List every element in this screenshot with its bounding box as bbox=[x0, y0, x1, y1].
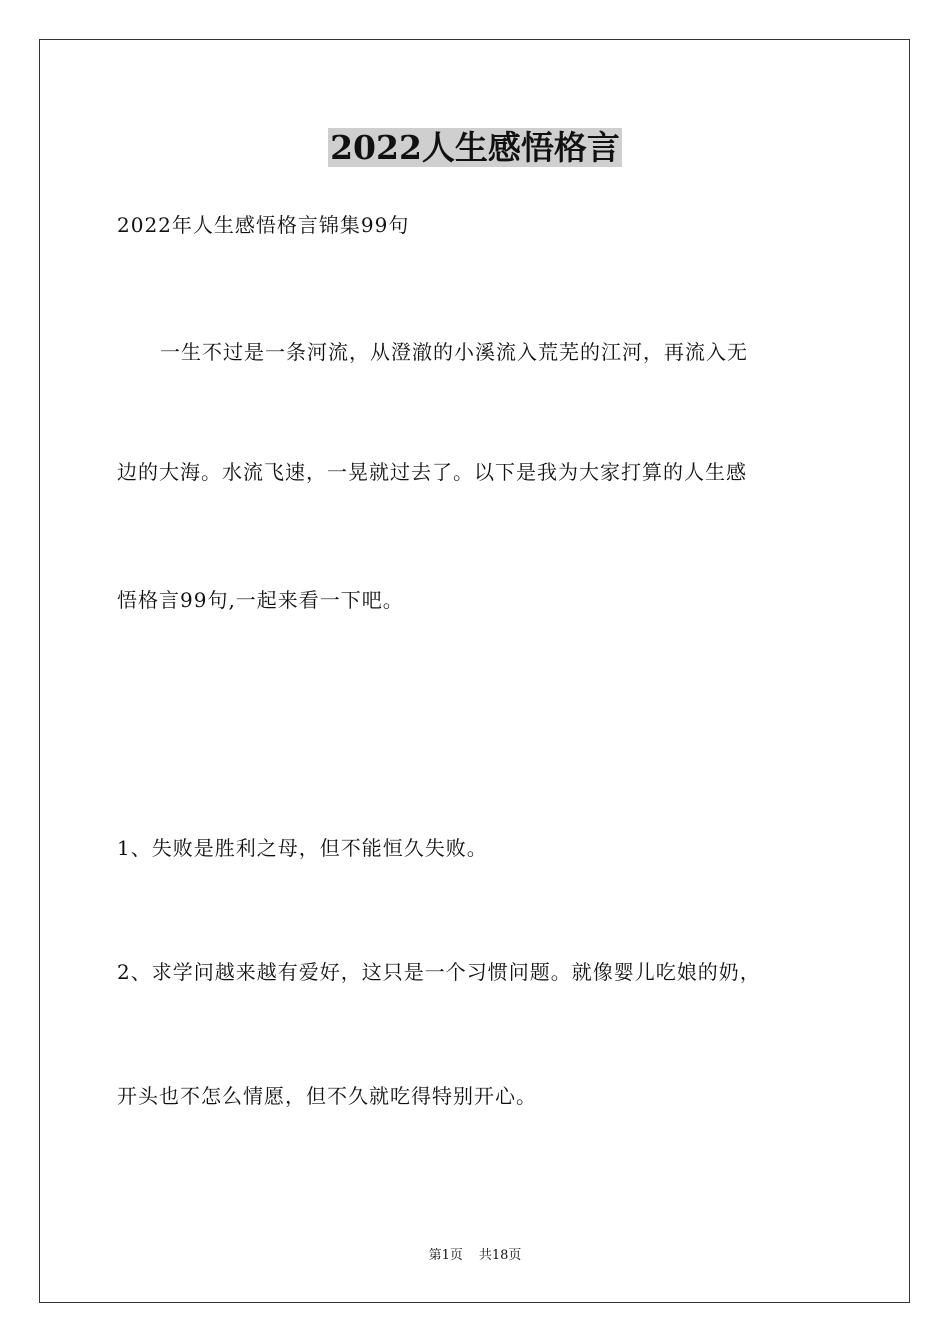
page-footer bbox=[0, 1247, 950, 1265]
list-item-2-line-1: 2、求学问越来越有爱好，这只是一个习惯问题。就像婴儿吃娘的奶， bbox=[117, 960, 761, 984]
page-total: 共18页 bbox=[478, 1248, 522, 1263]
list-item-1: 1、失败是胜利之母，但不能恒久失败。 bbox=[117, 836, 488, 860]
intro-line-3: 悟格言99句,一起来看一下吧。 bbox=[117, 588, 404, 612]
document-title-text: 2022人生感悟格言 bbox=[330, 128, 620, 167]
list-item-2-line-2: 开头也不怎么情愿，但不久就吃得特别开心。 bbox=[117, 1084, 537, 1108]
document-subtitle: 2022年人生感悟格言锦集99句 bbox=[117, 213, 410, 237]
intro-line-1: 一生不过是一条河流，从澄澈的小溪流入荒芜的江河，再流入无 bbox=[160, 340, 748, 364]
document-title bbox=[0, 126, 950, 170]
intro-line-2: 边的大海。水流飞速，一晃就过去了。以下是我为大家打算的人生感 bbox=[117, 460, 747, 484]
page-number: 第1页 bbox=[428, 1248, 463, 1263]
